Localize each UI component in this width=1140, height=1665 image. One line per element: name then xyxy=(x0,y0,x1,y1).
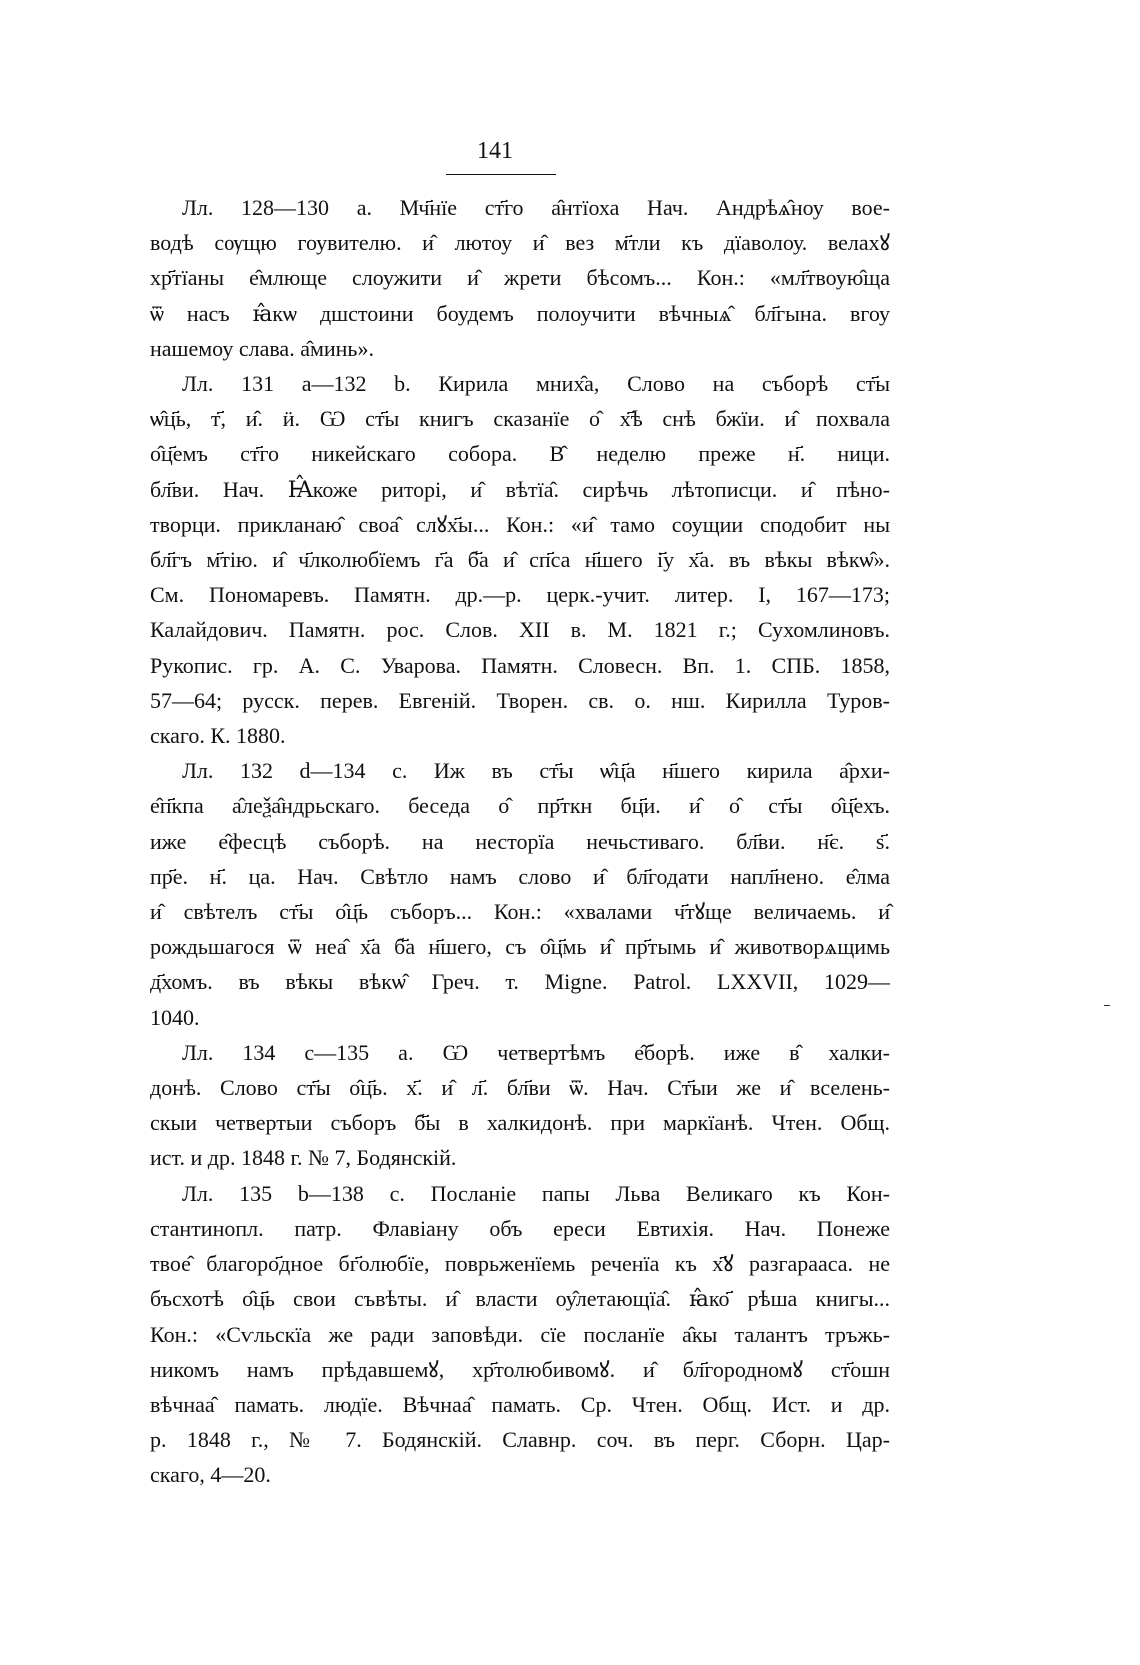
text-line: Лл. 128—130 а. Мч҃нїе ст҃го а̂нтїоха Нач. Андрѣѧ̂ноу вое- xyxy=(182,195,890,220)
main-text xyxy=(150,190,890,1493)
text-line: Лл. 134 с—135 а. Ѡ четвертѣмъ е̂борѣ. иже в̂ халки- xyxy=(182,1039,890,1065)
text-line: бл҃ви. Нач. Ꙗ̂коже риторі, и̂ вѣтїа̂. сирѣчь лѣтописци. и̂ пѣно- xyxy=(150,476,890,502)
text-line: Лл. 131 а—132 b. Кирила мних̂а, Слово на съборѣ ст҃ы xyxy=(182,371,890,397)
text-line: е̂п҃кпа а̂леѯа̂ндрьскаго. беседа о̂ пр҃ткн бц҃и. и̂ о̂ ст҃ы о̂ц҃ехъ. xyxy=(150,793,890,819)
text-line: творци. прикланаю̂ своа̂ слꙋх҃ы... Кон.: «и̂ тамо соущии сподобит ны xyxy=(150,511,890,537)
margin-mark xyxy=(1104,1005,1110,1006)
text-line: р. 1848 г., № 7. Бодянскій. Славнр. соч. въ перг. Сборн. Цар- xyxy=(150,1427,890,1453)
text-line: вѣчнаа̂ памать. людїе. Вѣчнаа̂ памать. Ср. Чтен. Общ. Ист. и др. xyxy=(150,1391,890,1417)
text-line: бъсхотѣ о̂ц҃ь свои съвѣты. и̂ власти оу̂летающїа̂. ꙗ̂ко҃ рѣша книгы... xyxy=(150,1286,890,1312)
text-line: Калайдович. Памятн. рос. Слов. XII в. М. 1821 г.; Сухомлиновъ. xyxy=(150,617,890,643)
page-number-rule xyxy=(446,174,556,175)
text-line: иже е̂фесцѣ съборѣ. на несторїа нечьстиваго. бл҃ви. н҃є. ѕ҃. xyxy=(150,828,890,854)
text-line: 1040. xyxy=(150,1004,200,1030)
text-line: рождьшагося ѿ неа̂ х҃а б҃а н҃шего, съ о̂ц҃мь и̂ пр҃тымь и̂ животворѧщимь xyxy=(150,934,890,960)
text-line: ист. и др. 1848 г. № 7, Бодянскій. xyxy=(150,1145,457,1171)
text-line: 57—64; русск. перев. Евгеній. Творен. св. о. нш. Кирилла Туров- xyxy=(150,687,890,713)
text-line: Кон.: «Сѵльскїа же ради заповѣди. сїе посланїе а̂кы талантъ тръжь- xyxy=(150,1321,890,1347)
text-line: стантинопл. патр. Флавіану объ ереси Евтихія. Нач. Понеже xyxy=(150,1215,890,1241)
text-line: Лл. 132 d—134 с. Иж въ ст҃ы ѡ̂ц҃а н҃шего кирила а̂рхи- xyxy=(182,758,890,784)
text-line: о̂ц҃емъ ст҃го никейскаго собора. В̂ неделю преже н҃. ници. xyxy=(150,441,890,467)
paragraph-4 xyxy=(150,1035,890,1176)
text-line: скаго. К. 1880. xyxy=(150,723,286,749)
page-number: 141 xyxy=(477,138,513,164)
paragraph-2 xyxy=(150,366,890,753)
text-line: и̂ свѣтелъ ст҃ы о̂ц҃ь съборъ... Кон.: «хвалами ч҃тꙋще величаемь. и̂ xyxy=(150,899,890,925)
text-line: скыи четвертыи съборъ б҃ы в халкидонѣ. при маркїанѣ. Чтен. Общ. xyxy=(150,1110,890,1136)
paragraph-3 xyxy=(150,753,890,1035)
text-line: водѣ сѹщю гоувителю. и̂ лютоу и̂ вез м҃тли къ дїаволоу. велахꙋ xyxy=(150,230,890,256)
text-line: донѣ. Слово ст҃ы о̂ц҃ь. х҃. и̂ л҃. бл҃ви ѿ. Нач. Ст҃ыи же и̂ вселень- xyxy=(150,1075,890,1101)
text-line: бл҃гъ м҃тію. и̂ ч҃лколюбїемъ г҃а б҃а и̂ сп҃са н҃шего і҃у х҃а. въ вѣкы вѣкѡ̂». xyxy=(150,547,890,573)
paragraph-1 xyxy=(150,190,890,366)
paragraph-5 xyxy=(150,1176,890,1493)
text-line: ѡ̂ц҃ь, т҃, и̂. ӥ. Ѡ ст҃ы книгъ сказанїе о̂ х҃ѣ снѣ бжїи. и̂ похвала xyxy=(150,406,890,432)
text-line: ѿ насъ ꙗ̂кѡ дшстоини боудемъ полоучити вѣчныѧ̂ бл҃гына. вгоу xyxy=(150,300,890,326)
text-line: пр҃е. н҃. ца. Нач. Свѣтло намъ слово и̂ бл҃годати напл҃нено. е̂лма xyxy=(150,863,890,889)
text-line: д҃хомъ. въ вѣкы вѣкѡ̂ Греч. т. Migne. Patrol. LXXVII, 1029— xyxy=(150,969,890,995)
text-line: нашемоу слава. а̂минь». xyxy=(150,335,374,361)
text-line: твое̂ благоро҃дное бг҃олюбїе, поврьженїемь реченїа къ х҃ꙋ разгарааса. не xyxy=(150,1251,890,1277)
text-line: никомъ намъ прѣдавшемꙋ, хр҃толюбивомꙋ. и̂ бл҃городномꙋ ст҃ошн xyxy=(150,1356,890,1382)
text-line: Рукопис. гр. А. С. Уварова. Памятн. Словесн. Вп. 1. СПБ. 1858, xyxy=(150,652,890,678)
text-line: См. Пономаревъ. Памятн. др.—р. церк.-учит. литер. I, 167—173; xyxy=(150,582,890,608)
text-line: хр҃тїаны е̂млюще слоужити и̂ жрети бѣсомъ... Кон.: «мл҃твоую̂ща xyxy=(150,265,890,291)
text-line: Лл. 135 b—138 с. Посланіе папы Льва Великаго къ Кон- xyxy=(182,1180,890,1206)
text-line: скаго, 4—20. xyxy=(150,1462,271,1488)
